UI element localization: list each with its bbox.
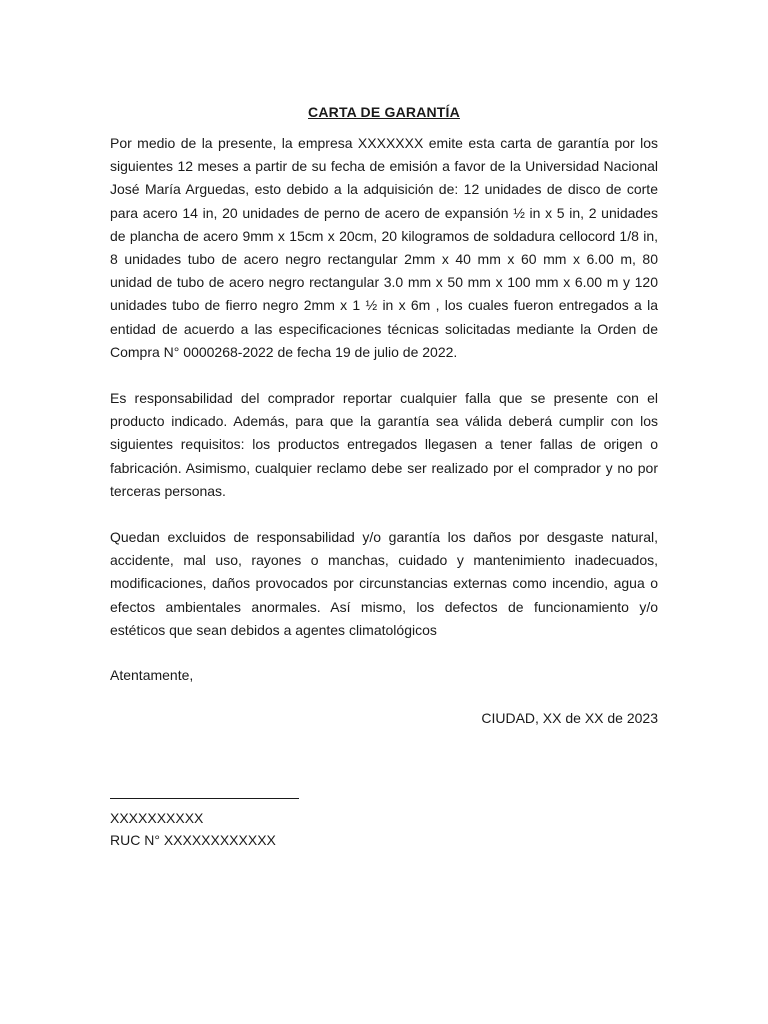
signature-ruc: RUC N° XXXXXXXXXXXX	[110, 832, 276, 848]
signature-block	[110, 798, 299, 851]
date-line: CIUDAD, XX de XX de 2023	[481, 710, 658, 727]
document-title: CARTA DE GARANTÍA	[308, 104, 460, 120]
paragraph-guarantee-scope: Por medio de la presente, la empresa XXXXXXX emite esta carta de garantía por los siguientes 12 meses a partir de su fecha de emisión a favor de la Universidad Nacional José María Arguedas, esto debido a la adquisición de: 12 unidades de disco de corte para acero 14 in, 20 unidades de perno de acero de expansión ½ in x 5 in, 2 unidades de plancha de acero 9mm x 15cm x 20cm, 20 kilogramos de soldadura cellocord 1/8 in, 8 unidades tubo de acero negro rectangular 2mm x 40 mm x 60 mm x 6.00 m, 80 unidad de tubo de acero negro rectangular 3.0 mm x 50 mm x 100 mm x 6.00 m y 120 unidades tubo de fierro negro 2mm x 1 ½ in x 6m , los cuales fueron entregados a la entidad de acuerdo a las especificaciones técnicas solicitadas mediante la Orden de Compra N° 0000268-2022 de fecha 19 de julio de 2022.	[110, 135, 658, 360]
signature-line	[110, 798, 299, 799]
paragraph-buyer-responsibility: Es responsabilidad del comprador reportar cualquier falla que se presente con el producto indicado. Además, para que la garantía sea válida deberá cumplir con los siguientes requisitos: los productos entregados llegasen a tener fallas de origen o fabricación. Asimismo, cualquier reclamo debe ser realizado por el comprador y no por terceras personas.	[110, 390, 658, 499]
signature-name: XXXXXXXXXX	[110, 810, 204, 826]
paragraph-exclusions: Quedan excluidos de responsabilidad y/o garantía los daños por desgaste natural, accidente, mal uso, rayones o manchas, cuidado y mantenimiento inadecuados, modificaciones, daños provocados por circunstancias externas como incendio, agua o efectos ambientales anormales. Así mismo, los defectos de funcionamiento y/o estéticos que sean debidos a agentes climatológicos	[110, 529, 658, 638]
closing-salutation: Atentamente,	[110, 667, 194, 684]
letter-body	[110, 102, 658, 728]
